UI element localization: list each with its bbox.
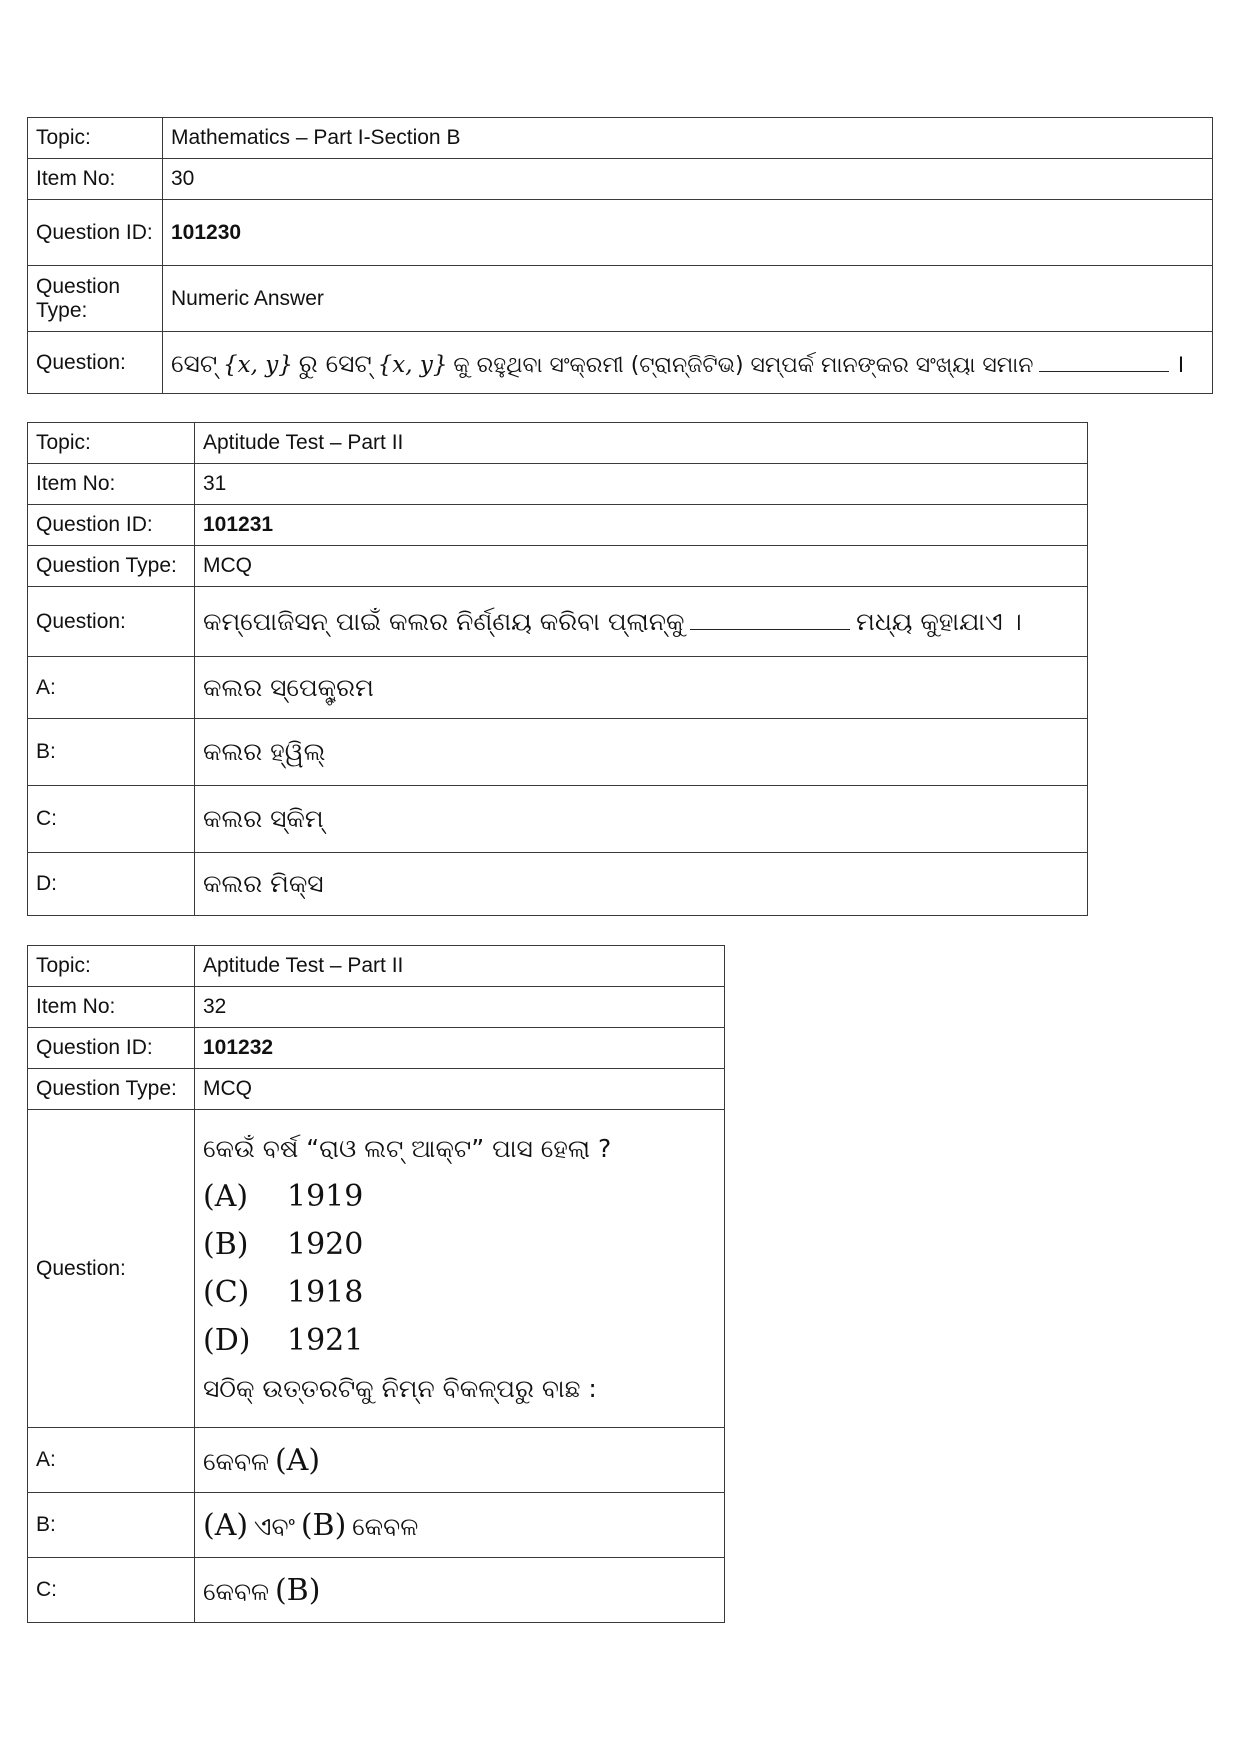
topic-label: Topic: <box>28 118 163 159</box>
item-no-value: 30 <box>163 159 1213 200</box>
question-id-row <box>28 505 1088 546</box>
topic-label: Topic: <box>28 423 195 464</box>
item-no-label: Item No: <box>28 464 195 505</box>
question-option-value: 1920 <box>287 1226 364 1262</box>
item-no-row <box>28 987 725 1028</box>
question-id-label: Question ID: <box>28 1028 195 1069</box>
option-c-text: କଲର ସ୍କିମ୍ <box>195 786 1088 853</box>
question-text <box>195 587 1088 657</box>
question-label: Question: <box>28 1110 195 1428</box>
question-option-d <box>203 1317 716 1365</box>
option-c-key: (B) <box>274 1572 321 1608</box>
option-c-label: C: <box>28 786 195 853</box>
question-id-row <box>28 1028 725 1069</box>
question-id-label: Question ID: <box>28 505 195 546</box>
question-options <box>203 1173 716 1365</box>
question-part-3: କୁ ରହୁଥିବା ସଂକ୍ରମୀ (ଟ୍ରାନ୍‌ଜିଟିଭ) ସମ୍ପର୍କ ମାନଙ୍କର ସଂଖ୍ୟା ସମାନ <box>453 352 1034 378</box>
question-part-1: କମ୍ପୋଜିସନ୍ ପାଇଁ କଲର ନିର୍ଣ୍ଣୟ କରିବା ପ୍ଲାନ୍‌କୁ <box>203 606 685 636</box>
question-id-row <box>28 200 1213 266</box>
option-a-label: A: <box>28 657 195 719</box>
question-option-c <box>203 1269 716 1317</box>
option-b-key-1: (A) <box>203 1507 249 1543</box>
question-id-value: 101230 <box>163 200 1213 266</box>
option-d-text: କଲର ମିକ୍ସ <box>195 853 1088 916</box>
question-part-2: ରୁ ସେଟ୍ <box>298 348 372 378</box>
question-option-a <box>203 1173 716 1221</box>
topic-value: Aptitude Test – Part II <box>195 423 1088 464</box>
question-type-value: MCQ <box>195 1069 725 1110</box>
question-text <box>195 1110 725 1428</box>
option-a-text <box>195 1428 725 1493</box>
question-text <box>163 332 1213 394</box>
option-b-label: B: <box>28 719 195 786</box>
option-b-text <box>195 1493 725 1558</box>
question-table-30 <box>27 117 1213 394</box>
question-type-row <box>28 546 1088 587</box>
question-type-row <box>28 266 1213 332</box>
question-label: Question: <box>28 332 163 394</box>
option-a-row <box>28 657 1088 719</box>
option-c-label: C: <box>28 1558 195 1623</box>
option-d-label: D: <box>28 853 195 916</box>
item-no-label: Item No: <box>28 987 195 1028</box>
topic-row <box>28 118 1213 159</box>
answer-blank <box>1039 371 1169 372</box>
question-instruction: ସଠିକ୍ ଉତ୍ତରଟିକୁ ନିମ୍ନ ବିକଳ୍ପରୁ ବାଛ : <box>203 1373 597 1403</box>
question-row <box>28 587 1088 657</box>
set-notation-2: {x, y} <box>377 351 448 378</box>
topic-row <box>28 946 725 987</box>
topic-value: Mathematics – Part I-Section B <box>163 118 1213 159</box>
option-b-label: B: <box>28 1493 195 1558</box>
option-a-label: A: <box>28 1428 195 1493</box>
question-option-b <box>203 1221 716 1269</box>
question-type-value: Numeric Answer <box>163 266 1213 332</box>
option-c-text <box>195 1558 725 1623</box>
option-b-word: କେବଳ <box>352 1511 419 1541</box>
question-option-value: 1919 <box>287 1178 364 1214</box>
option-a-word: କେବଳ <box>203 1446 270 1476</box>
question-type-label: Question Type: <box>28 1069 195 1110</box>
question-row <box>28 332 1213 394</box>
question-type-row <box>28 1069 725 1110</box>
question-label: Question: <box>28 587 195 657</box>
item-no-value: 32 <box>195 987 725 1028</box>
question-type-value: MCQ <box>195 546 1088 587</box>
question-option-value: 1921 <box>287 1322 364 1358</box>
option-c-word: କେବଳ <box>203 1576 270 1606</box>
option-c-row <box>28 786 1088 853</box>
question-part-1: ସେଟ୍ <box>171 348 218 378</box>
question-type-label: Question Type: <box>28 546 195 587</box>
item-no-value: 31 <box>195 464 1088 505</box>
question-type-label: Question Type: <box>28 266 163 332</box>
question-line: କେଉଁ ବର୍ଷ “ରାଓ ଲଟ୍ ଆକ୍ଟ” ପାସ ହେଲା ? <box>203 1133 612 1163</box>
item-no-row <box>28 464 1088 505</box>
question-id-value: 101232 <box>195 1028 725 1069</box>
option-b-key-2: (B) <box>300 1507 347 1543</box>
answer-blank <box>690 629 850 630</box>
option-b-text: କଲର ହ୍ୱିଲ୍ <box>195 719 1088 786</box>
question-option-key: (D) <box>203 1322 251 1358</box>
question-table-32 <box>27 945 725 1623</box>
question-table-31 <box>27 422 1088 916</box>
option-d-row <box>28 853 1088 916</box>
question-part-2: ମଧ୍ୟ କୁହାଯାଏ । <box>856 606 1022 636</box>
question-option-value: 1918 <box>287 1274 364 1310</box>
question-row <box>28 1110 725 1428</box>
item-no-row <box>28 159 1213 200</box>
question-id-value: 101231 <box>195 505 1088 546</box>
option-b-row <box>28 719 1088 786</box>
topic-row <box>28 423 1088 464</box>
option-a-row <box>28 1428 725 1493</box>
topic-value: Aptitude Test – Part II <box>195 946 725 987</box>
question-option-key: (B) <box>203 1226 249 1262</box>
set-notation-1: {x, y} <box>223 351 293 378</box>
question-option-key: (C) <box>203 1274 250 1310</box>
option-b-conjunction: ଏବଂ <box>253 1511 295 1541</box>
option-c-row <box>28 1558 725 1623</box>
option-a-key: (A) <box>274 1442 321 1478</box>
topic-label: Topic: <box>28 946 195 987</box>
question-option-key: (A) <box>203 1178 249 1214</box>
question-end: । <box>1175 348 1185 378</box>
option-b-row <box>28 1493 725 1558</box>
option-a-text: କଲର ସ୍ପେକ୍ଟ୍ରମ <box>195 657 1088 719</box>
item-no-label: Item No: <box>28 159 163 200</box>
question-id-label: Question ID: <box>28 200 163 266</box>
